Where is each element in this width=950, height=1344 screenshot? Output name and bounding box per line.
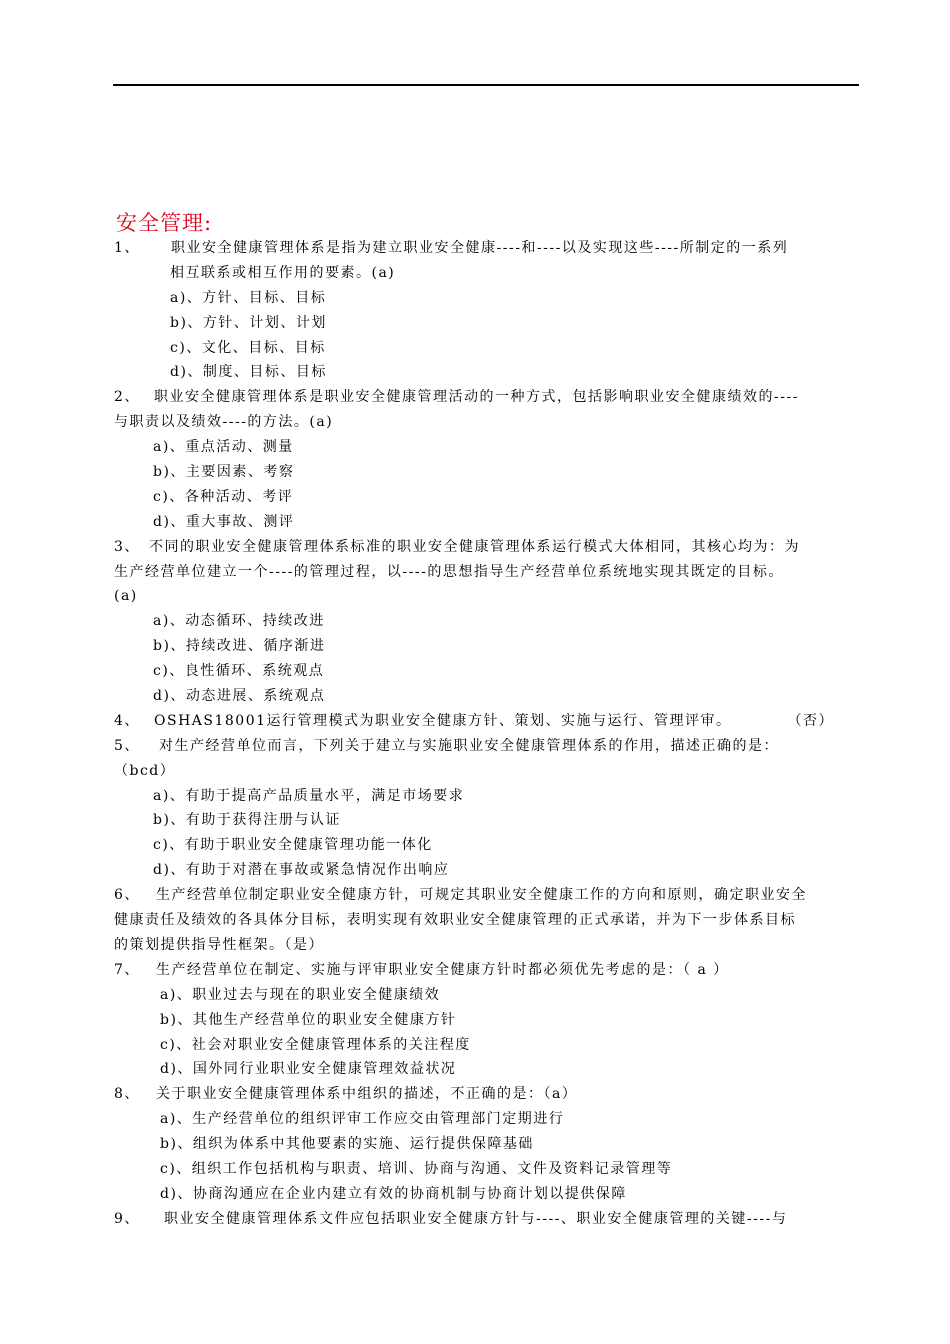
q8-stem — [114, 1082, 860, 1107]
q6-number: 6、 — [114, 887, 140, 904]
q4-text: OSHAS18001运行管理模式为职业安全健康方针、策划、实施与运行、管理评审。 — [154, 712, 732, 729]
q6-stem — [114, 883, 860, 908]
q8-option-c: c)、组织工作包括机构与职责、培训、协商与沟通、文件及资料记录管理等 — [160, 1160, 673, 1177]
q7-option-b: b)、其他生产经营单位的职业安全健康方针 — [160, 1011, 457, 1028]
q3-stem-cont-2: (a) — [114, 588, 138, 605]
q1-option-a: a)、方针、目标、目标 — [170, 289, 327, 306]
q6-stem-cont: 健康责任及绩效的各具体分目标，表明实现有效职业安全健康管理的正式承诺，并为下一步体系目标 — [114, 912, 796, 929]
q5-option-a: a)、有助于提高产品质量水平，满足市场要求 — [153, 787, 465, 804]
q5-number: 5、 — [114, 737, 140, 754]
q1-stem-cont: 相互联系或相互作用的要素。(a) — [170, 264, 396, 281]
q1-text: 职业安全健康管理体系是指为建立职业安全健康----和----以及实现这些----所制定的一系列 — [171, 240, 789, 256]
q8-text: 关于职业安全健康管理体系中组织的描述，不正确的是：（a） — [156, 1086, 578, 1103]
q5-option-c: c)、有助于职业安全健康管理功能一体化 — [153, 837, 433, 854]
q5-option-d: d)、有助于对潜在事故或紧急情况作出响应 — [153, 862, 450, 879]
q5-option-b: b)、有助于获得注册与认证 — [153, 812, 341, 829]
q7-option-a: a)、职业过去与现在的职业安全健康绩效 — [160, 986, 441, 1003]
q7-option-d: d)、国外同行业职业安全健康管理效益状况 — [160, 1061, 457, 1078]
q1-option-d: d)、制度、目标、目标 — [170, 364, 327, 381]
q5-stem — [114, 734, 860, 759]
q6-text: 生产经营单位制定职业安全健康方针，可规定其职业安全健康工作的方向和原则，确定职业安全 — [156, 887, 807, 904]
q1-stem — [114, 236, 860, 261]
q3-option-b: b)、持续改进、循序渐进 — [153, 638, 326, 655]
q9-number: 9、 — [114, 1210, 140, 1227]
q1-option-c: c)、文化、目标、目标 — [170, 339, 326, 356]
q4-answer: （否） — [787, 712, 835, 729]
q3-option-d: d)、动态进展、系统观点 — [153, 688, 326, 705]
q2-stem-cont: 与职责以及绩效----的方法。(a) — [114, 414, 334, 431]
q6-stem-cont-2: 的策划提供指导性框架。（是） — [114, 936, 324, 953]
q2-option-b: b)、主要因素、考察 — [153, 464, 295, 481]
q3-number: 3、 — [114, 538, 140, 555]
q3-option-c: c)、良性循环、系统观点 — [153, 663, 325, 680]
q7-stem — [114, 958, 860, 983]
q4-number: 4、 — [114, 712, 140, 729]
q5-text: 对生产经营单位而言，下列关于建立与实施职业安全健康管理体系的作用，描述正确的是： — [159, 737, 779, 754]
q8-option-d: d)、协商沟通应在企业内建立有效的协商机制与协商计划以提供保障 — [160, 1185, 627, 1202]
q7-number: 7、 — [114, 961, 140, 978]
q5-answer: （bcd） — [114, 762, 176, 779]
q3-stem — [114, 535, 860, 560]
q2-stem — [114, 385, 860, 410]
q8-number: 8、 — [114, 1086, 140, 1103]
q1-option-b: b)、方针、计划、计划 — [170, 314, 327, 331]
q2-option-d: d)、重大事故、测评 — [153, 513, 295, 530]
question-list — [114, 236, 860, 1232]
q2-number: 2、 — [114, 389, 140, 406]
q8-option-b: b)、组织为体系中其他要素的实施、运行提供保障基础 — [160, 1136, 534, 1153]
q4-stem — [114, 709, 860, 734]
q1-number: 1、 — [114, 240, 140, 256]
q9-text: 职业安全健康管理体系文件应包括职业安全健康方针与----、职业安全健康管理的关键----与 — [164, 1210, 788, 1227]
q8-option-a: a)、生产经营单位的组织评审工作应交由管理部门定期进行 — [160, 1111, 565, 1128]
q3-text: 不同的职业安全健康管理体系标准的职业安全健康管理体系运行模式大体相同，其核心均为：为 — [149, 538, 800, 555]
q2-option-a: a)、重点活动、测量 — [153, 439, 294, 456]
section-title: 安全管理: — [116, 211, 213, 235]
q3-option-a: a)、动态循环、持续改进 — [153, 613, 325, 630]
header-rule — [113, 84, 859, 86]
q7-option-c: c)、社会对职业安全健康管理体系的关注程度 — [160, 1036, 471, 1053]
q2-text: 职业安全健康管理体系是职业安全健康管理活动的一种方式，包括影响职业安全健康绩效的---- — [154, 389, 799, 406]
q9-stem — [114, 1207, 860, 1232]
q2-option-c: c)、各种活动、考评 — [153, 488, 294, 505]
q3-stem-cont: 生产经营单位建立一个----的管理过程，以----的思想指导生产经营单位系统地实现其既定的目标。 — [114, 563, 784, 580]
q7-text: 生产经营单位在制定、实施与评审职业安全健康方针时都必须优先考虑的是：（ a ） — [156, 961, 729, 978]
